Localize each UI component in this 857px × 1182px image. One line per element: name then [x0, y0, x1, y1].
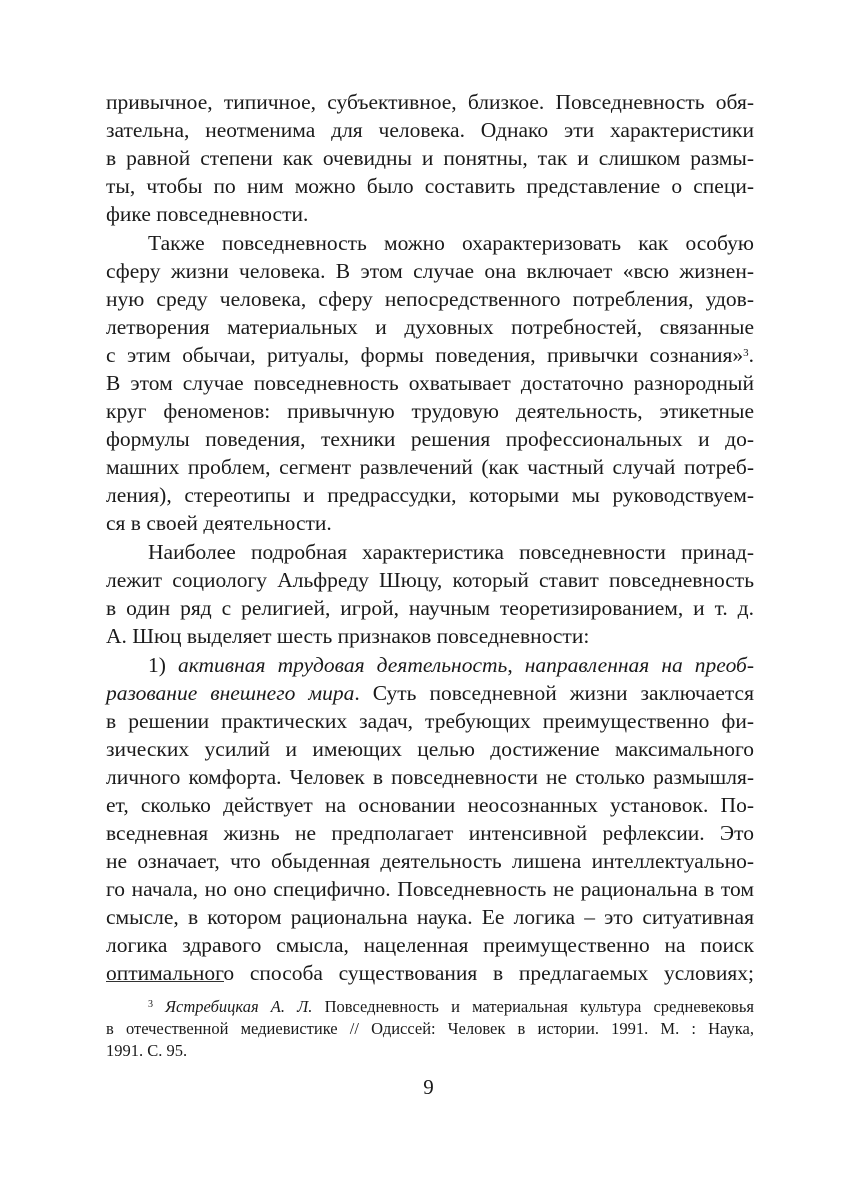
text-fragment: , [507, 653, 513, 677]
text-fragment: . [748, 343, 754, 367]
text-line: летворения материальных и духовных потребностей, связанные [106, 315, 754, 339]
italic-term: разование внешнего мира [106, 681, 355, 705]
footnote-text: Повседневность и материальная культура средневековья [324, 997, 755, 1016]
text-line: не означает, что обыденная деятельность лишена интеллектуально- [106, 849, 754, 873]
text-line: В этом случае повседневность охватывает достаточно разнородный [106, 371, 754, 395]
text-line: оптимального способа существования в предлагаемых условиях; [106, 961, 754, 985]
text-line: ты, чтобы по ним можно было составить представление о специ- [106, 174, 754, 198]
text-line: Наиболее подробная характеристика повседневности принад- [148, 540, 754, 564]
text-line: зических усилий и имеющих целью достижение максимального [106, 737, 754, 761]
text-line [106, 679, 754, 707]
footnote-separator [106, 981, 224, 982]
text-line: вседневная жизнь не предполагает интенсивной рефлексии. Это [106, 821, 754, 845]
footnote-line: в отечественной медиевистике // Одиссей: Человек в истории. 1991. М. : Наука, [106, 1019, 754, 1038]
text-line: привычное, типичное, субъективное, близкое. Повседневность обя- [106, 90, 754, 114]
text-line: зательна, неотменима для человека. Однако эти характеристики [106, 118, 754, 142]
text-fragment: . Суть повседневной жизни заключается [354, 681, 754, 705]
text-line: ления), стереотипы и предрассудки, которыми мы руководствуем- [106, 483, 754, 507]
list-item-1-line [148, 651, 754, 679]
text-line: лежит социологу Альфреду Шюцу, который ставит повседневность [106, 568, 754, 592]
footnote-reference[interactable]: 3 [743, 347, 749, 359]
text-line: круг феноменов: привычную трудовую деятельность, этикетные [106, 399, 754, 423]
italic-term: активная трудовая деятельность [177, 653, 508, 677]
text-line: в один ряд с религией, игрой, научным теоретизированием, и т. д. [106, 596, 754, 620]
text-line: фике повседневности. [106, 202, 309, 226]
text-line: ет, сколько действует на основании неосознанных установок. По- [106, 793, 754, 817]
footnote-marker: 3 [148, 999, 153, 1010]
text-line: смысле, в котором рациональна наука. Ее логика – это ситуативная [106, 905, 754, 929]
text-line: ся в своей деятельности. [106, 511, 332, 535]
text-line: Также повседневность можно охарактеризовать как особую [148, 231, 754, 255]
text-line: машних проблем, сегмент развлечений (как частный случай потреб- [106, 455, 754, 479]
text-line-with-footnote-ref [106, 341, 754, 369]
footnote-line [148, 996, 754, 1018]
footnote-line: 1991. С. 95. [106, 1041, 188, 1060]
text-line: в равной степени как очевидны и понятны, так и слишком размы- [106, 146, 754, 170]
text-line: в решении практических задач, требующих преимущественно фи- [106, 709, 754, 733]
text-line: го начала, но оно специфично. Повседневность не рациональна в том [106, 877, 754, 901]
text-line: личного комфорта. Человек в повседневности не столько размышля- [106, 765, 754, 789]
page-number: 9 [423, 1075, 434, 1099]
text-fragment: с этим обычаи, ритуалы, формы поведения, привычки сознания» [106, 343, 744, 367]
italic-term: направленная на преоб- [524, 653, 755, 677]
text-line: логика здравого смысла, нацеленная преимущественно на поиск [106, 933, 754, 957]
text-line: А. Шюц выделяет шесть признаков повседневности: [106, 624, 590, 648]
text-line: сферу жизни человека. В этом случае она включает «всю жизнен- [106, 259, 754, 283]
text-line: формулы поведения, техники решения профессиональных и до- [106, 427, 754, 451]
footnote-author: Ястребицкая А. Л. [165, 997, 313, 1016]
list-number: 1) [148, 653, 166, 677]
text-line: ную среду человека, сферу непосредственного потребления, удов- [106, 287, 754, 311]
